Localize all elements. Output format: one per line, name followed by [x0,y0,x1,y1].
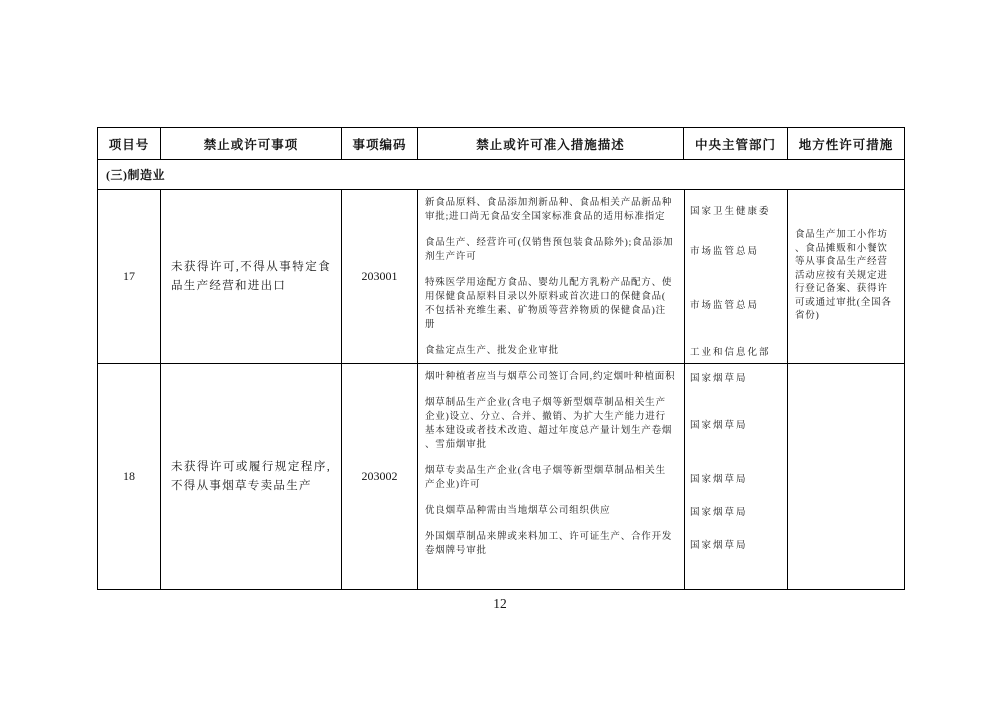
measure-department: 市场监管总局 [690,301,760,311]
measure-row [418,196,787,224]
table-row-17 [98,189,904,363]
measure-text: 食品生产、经营许可(仅销售预包装食品除外);食品添加剂生产许可 [425,238,674,262]
measure-department: 国家卫生健康委 [690,207,771,217]
cell-item-number: 18 [123,469,135,483]
header-prohibited-matter: 禁止或许可事项 [160,128,341,159]
measure-department: 工业和信息化部 [690,348,771,358]
header-central-department: 中央主管部门 [683,128,787,159]
measure-text: 特殊医学用途配方食品、婴幼儿配方乳粉产品配方、使用保健食品原料目录以外原料或首次进口的保健食品(不包括补充维生素、矿物质等营养物质的保健食品)注册 [425,278,673,330]
measure-row [418,504,787,518]
header-local-measures: 地方性许可措施 [787,128,904,159]
table-header-row [98,128,904,159]
cell-matter-code: 203001 [341,190,417,363]
measure-department: 国家烟草局 [690,421,748,431]
header-matter-code: 事项编码 [341,128,417,159]
measure-row [418,344,787,358]
cell-item-number: 17 [123,269,135,283]
measure-row [418,464,787,492]
header-measure-description: 禁止或许可准入措施描述 [417,128,683,159]
page-number: 12 [493,596,507,611]
cell-local-measures: 食品生产加工小作坊、食品摊贩和小餐饮等从事食品生产经营活动应按有关规定进行登记备案、获得许可或通过审批(全国各省份) [787,190,904,363]
measure-department: 国家烟草局 [690,374,748,384]
measure-row [418,236,787,264]
cell-local-measures [787,364,904,589]
cell-matter-code: 203002 [341,364,417,589]
measure-row [418,276,787,332]
measure-department: 国家烟草局 [690,508,748,518]
measure-text: 烟草专卖品生产企业(含电子烟等新型烟草制品相关生产企业)许可 [425,466,666,490]
cell-prohibited-matter: 未获得许可,不得从事特定食品生产经营和进出口 [160,190,341,363]
measure-text: 烟草制品生产企业(含电子烟等新型烟草制品相关生产企业)设立、分立、合并、撤销、为扩大生产能力进行基本建设或者技术改造、超过年度总产量计划生产卷烟、雪茄烟审批 [425,398,673,450]
measure-text: 优良烟草品种需由当地烟草公司组织供应 [425,506,611,516]
measure-row [418,530,787,558]
access-measures-table [97,127,905,590]
measure-row [418,370,787,384]
measure-department: 国家烟草局 [690,475,748,485]
measure-row [418,396,787,452]
header-item-number: 项目号 [108,137,150,152]
cell-measures-and-departments [417,364,787,589]
cell-measures-and-departments [417,190,787,363]
measure-text: 烟叶种植者应当与烟草公司签订合同,约定烟叶种植面积 [425,372,676,382]
section-row-manufacturing [98,159,904,189]
measure-department: 市场监管总局 [690,247,760,257]
measure-text: 食盐定点生产、批发企业审批 [425,346,559,356]
table-row-18 [98,363,904,589]
measure-text: 外国烟草制品来牌或来料加工、许可证生产、合作开发卷烟牌号审批 [425,532,673,556]
section-label: (三)制造业 [106,168,165,182]
cell-prohibited-matter: 未获得许可或履行规定程序,不得从事烟草专卖品生产 [160,364,341,589]
measure-department: 国家烟草局 [690,541,748,551]
measure-text: 新食品原料、食品添加剂新品种、食品相关产品新品种审批;进口尚无食品安全国家标准食品的适用标准指定 [425,198,673,222]
